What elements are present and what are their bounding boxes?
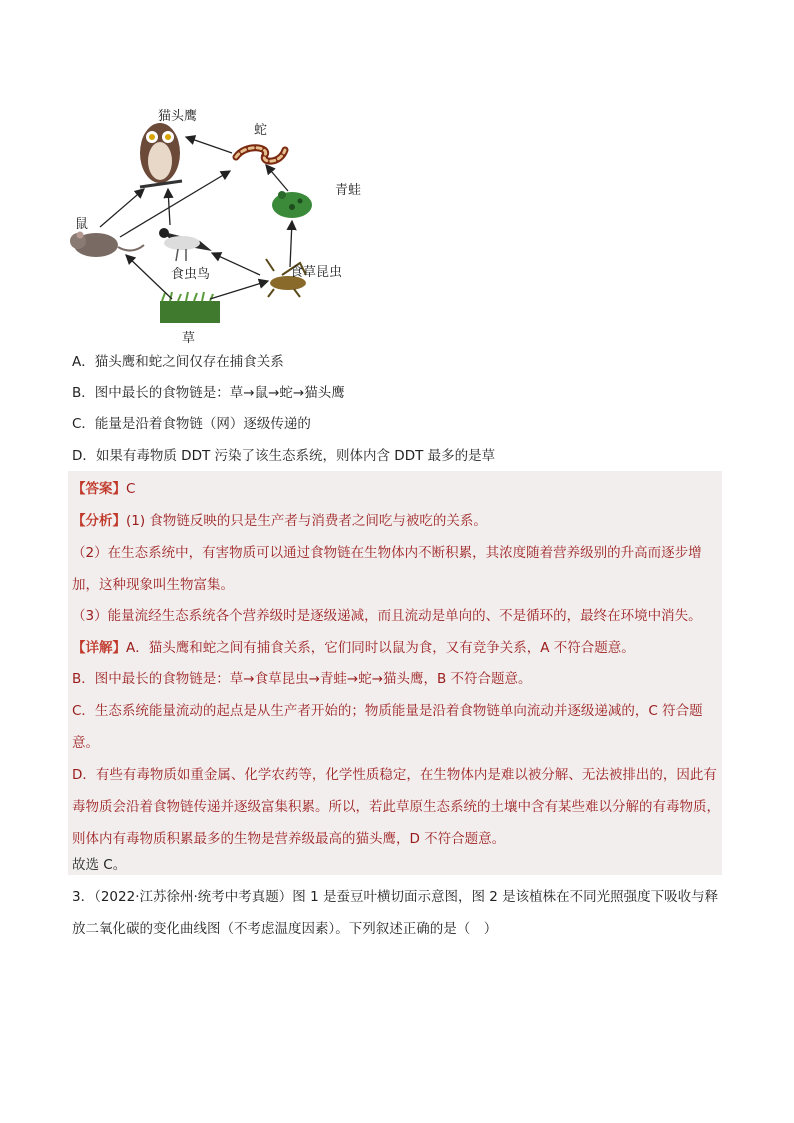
- detail-text-a: A．猫头鹰和蛇之间有捕食关系，它们同时以鼠为食，又有竞争关系，A 不符合题意。: [126, 640, 635, 656]
- bird-label: 食虫鸟: [171, 267, 211, 282]
- detail-text-d: D．有些有毒物质如重金属、化学农药等，化学性质稳定，在生物体内是难以被分解、无法被排出的，因此有毒物质会沿着食物链传递并逐级富集积累。所以，若此草原生态系统的土壤中含有某些难以分解的有毒物质，则体内有毒物质积累最多的生物是营养级最高的猫头鹰，D 不符合题意。: [72, 767, 720, 847]
- grass-label: 草: [182, 331, 196, 346]
- analysis-label: 【分析】: [72, 513, 126, 529]
- answer-value: C: [126, 481, 136, 497]
- analysis-text-3: （3）能量流经生态系统各个营养级时是逐级递减，而且流动是单向的、不是循环的，最终在环境中消失。: [72, 608, 702, 624]
- question-3: 3．（2022·江苏徐州·统考中考真题）图 1 是蚕豆叶横切面示意图，图 2 是该植株在不同光照强度下吸收与释放二氧化碳的变化曲线图（不考虑温度因素）。下列叙述正确的是（ ）: [72, 889, 719, 937]
- answer-line: [72, 473, 720, 505]
- frog-icon: [272, 191, 312, 218]
- analysis-p1: [72, 505, 720, 537]
- option-d: D．如果有毒物质 DDT 污染了该生态系统，则体内含 DDT 最多的是草: [72, 448, 496, 464]
- option-c: C．能量是沿着食物链（网）逐级传递的: [72, 416, 311, 432]
- food-web-diagram: [60, 95, 370, 350]
- detail-a: [72, 632, 720, 664]
- owl-icon: [140, 123, 182, 187]
- option-b: B．图中最长的食物链是：草→鼠→蛇→猫头鹰: [72, 385, 345, 401]
- food-web-figure: [60, 95, 370, 350]
- detail-text-b: B．图中最长的食物链是：草→食草昆虫→青蛙→蛇→猫头鹰，B 不符合题意。: [72, 671, 532, 687]
- insect-label: 食草昆虫: [290, 265, 343, 280]
- mouse-icon: [70, 232, 144, 258]
- owl-label: 猫头鹰: [158, 109, 198, 124]
- mouse-label: 鼠: [75, 217, 89, 232]
- bird-icon: [159, 228, 212, 261]
- detail-label: 【详解】: [72, 640, 126, 656]
- frog-label: 青蛙: [335, 183, 362, 198]
- snake-label: 蛇: [254, 123, 268, 138]
- conclusion: 故选 C。: [72, 857, 127, 873]
- analysis-text-1: (1) 食物链反映的只是生产者与消费者之间吃与被吃的关系。: [126, 513, 487, 529]
- option-a: A．猫头鹰和蛇之间仅存在捕食关系: [72, 354, 284, 370]
- detail-text-c: C．生态系统能量流动的起点是从生产者开始的；物质能量是沿着食物链单向流动并逐级递减的，C 符合题意。: [72, 703, 703, 751]
- snake-icon: [236, 148, 285, 161]
- analysis-text-2: （2）在生态系统中，有害物质可以通过食物链在生物体内不断积累，其浓度随着营养级别的升高而逐步增加，这种现象叫生物富集。: [72, 545, 702, 593]
- answer-label: 【答案】: [72, 481, 126, 497]
